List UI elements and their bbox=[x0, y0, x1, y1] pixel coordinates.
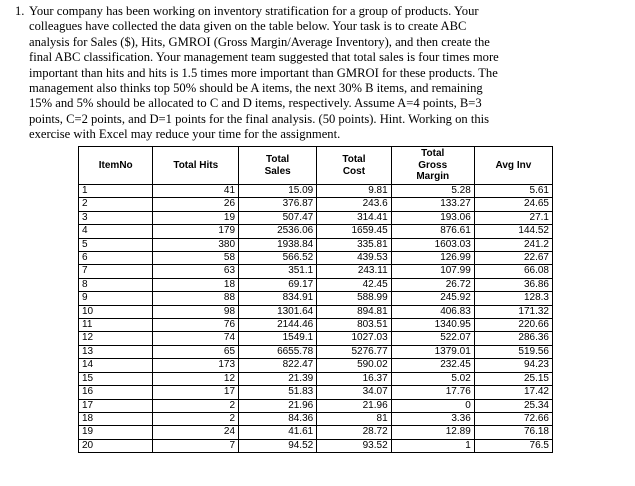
total-hits-cell: 41 bbox=[153, 185, 239, 198]
total-sales-cell: 69.17 bbox=[239, 278, 317, 291]
item-no-cell: 14 bbox=[79, 359, 153, 372]
avg-inv-cell: 76.5 bbox=[474, 439, 552, 452]
avg-inv-cell: 5.61 bbox=[474, 185, 552, 198]
total-hits-cell: 24 bbox=[153, 426, 239, 439]
total-hits-cell: 19 bbox=[153, 211, 239, 224]
total-cost-cell: 1659.45 bbox=[317, 225, 391, 238]
header-text: Sales bbox=[264, 165, 291, 177]
table-row bbox=[79, 198, 553, 211]
header-total-gross-margin bbox=[391, 147, 474, 185]
table-row bbox=[79, 265, 553, 278]
total-cost-cell: 314.41 bbox=[317, 211, 391, 224]
total-hits-cell: 98 bbox=[153, 305, 239, 318]
total-gross-margin-cell: 5.02 bbox=[391, 372, 474, 385]
question-line: management also thinks top 50% should be A items, the next 30% B items, and remaining bbox=[29, 81, 483, 96]
total-cost-cell: 894.81 bbox=[317, 305, 391, 318]
total-hits-cell: 58 bbox=[153, 252, 239, 265]
total-gross-margin-cell: 1 bbox=[391, 439, 474, 452]
total-hits-cell: 74 bbox=[153, 332, 239, 345]
avg-inv-cell: 27.1 bbox=[474, 211, 552, 224]
table-row bbox=[79, 399, 553, 412]
header-total-cost bbox=[317, 147, 391, 185]
total-gross-margin-cell: 0 bbox=[391, 399, 474, 412]
total-hits-cell: 26 bbox=[153, 198, 239, 211]
question-line: colleagues have collected the data given on the table below. Your task is to create ABC bbox=[29, 19, 467, 34]
table-row bbox=[79, 292, 553, 305]
total-hits-cell: 63 bbox=[153, 265, 239, 278]
item-no-cell: 17 bbox=[79, 399, 153, 412]
table-row bbox=[79, 319, 553, 332]
header-text: Cost bbox=[342, 165, 366, 177]
total-hits-cell: 7 bbox=[153, 439, 239, 452]
question-text bbox=[15, 4, 599, 143]
total-gross-margin-cell: 876.61 bbox=[391, 225, 474, 238]
header-text: ItemNo bbox=[98, 159, 133, 171]
header-total-sales bbox=[239, 147, 317, 185]
total-gross-margin-cell: 232.45 bbox=[391, 359, 474, 372]
avg-inv-cell: 25.15 bbox=[474, 372, 552, 385]
total-hits-cell: 2 bbox=[153, 412, 239, 425]
table-row bbox=[79, 238, 553, 251]
total-gross-margin-cell: 12.89 bbox=[391, 426, 474, 439]
total-cost-cell: 21.96 bbox=[317, 399, 391, 412]
total-cost-cell: 439.53 bbox=[317, 252, 391, 265]
table-row bbox=[79, 345, 553, 358]
header-row bbox=[79, 147, 553, 185]
table-row bbox=[79, 211, 553, 224]
table-row bbox=[79, 225, 553, 238]
total-sales-cell: 41.61 bbox=[239, 426, 317, 439]
total-cost-cell: 803.51 bbox=[317, 319, 391, 332]
avg-inv-cell: 144.52 bbox=[474, 225, 552, 238]
total-cost-cell: 588.99 bbox=[317, 292, 391, 305]
item-no-cell: 3 bbox=[79, 211, 153, 224]
total-sales-cell: 822.47 bbox=[239, 359, 317, 372]
header-total-hits bbox=[153, 147, 239, 185]
total-gross-margin-cell: 1379.01 bbox=[391, 345, 474, 358]
total-hits-cell: 76 bbox=[153, 319, 239, 332]
item-no-cell: 11 bbox=[79, 319, 153, 332]
avg-inv-cell: 519.56 bbox=[474, 345, 552, 358]
total-gross-margin-cell: 107.99 bbox=[391, 265, 474, 278]
avg-inv-cell: 72.66 bbox=[474, 412, 552, 425]
question-line: exercise with Excel may reduce your time for the assignment. bbox=[29, 127, 341, 142]
total-cost-cell: 9.81 bbox=[317, 185, 391, 198]
total-sales-cell: 566.52 bbox=[239, 252, 317, 265]
table-row bbox=[79, 412, 553, 425]
total-gross-margin-cell: 3.36 bbox=[391, 412, 474, 425]
item-no-cell: 9 bbox=[79, 292, 153, 305]
total-hits-cell: 17 bbox=[153, 386, 239, 399]
total-cost-cell: 243.11 bbox=[317, 265, 391, 278]
avg-inv-cell: 220.66 bbox=[474, 319, 552, 332]
question-number: 1. bbox=[15, 4, 25, 18]
item-no-cell: 1 bbox=[79, 185, 153, 198]
total-hits-cell: 18 bbox=[153, 278, 239, 291]
header-avg-inv bbox=[474, 147, 552, 185]
item-no-cell: 10 bbox=[79, 305, 153, 318]
avg-inv-cell: 286.36 bbox=[474, 332, 552, 345]
total-hits-cell: 65 bbox=[153, 345, 239, 358]
question-line: 15% and 5% should be allocated to C and D items, respectively. Assume A=4 points, B=3 bbox=[29, 96, 482, 111]
table-body bbox=[79, 185, 553, 453]
total-gross-margin-cell: 26.72 bbox=[391, 278, 474, 291]
avg-inv-cell: 17.42 bbox=[474, 386, 552, 399]
header-text: Avg Inv bbox=[495, 159, 532, 171]
total-cost-cell: 93.52 bbox=[317, 439, 391, 452]
header-text: Gross bbox=[418, 159, 448, 171]
item-no-cell: 13 bbox=[79, 345, 153, 358]
total-hits-cell: 173 bbox=[153, 359, 239, 372]
total-cost-cell: 42.45 bbox=[317, 278, 391, 291]
total-sales-cell: 2144.46 bbox=[239, 319, 317, 332]
item-no-cell: 18 bbox=[79, 412, 153, 425]
total-cost-cell: 34.07 bbox=[317, 386, 391, 399]
avg-inv-cell: 66.08 bbox=[474, 265, 552, 278]
total-gross-margin-cell: 1340.95 bbox=[391, 319, 474, 332]
total-hits-cell: 380 bbox=[153, 238, 239, 251]
item-no-cell: 19 bbox=[79, 426, 153, 439]
avg-inv-cell: 94.23 bbox=[474, 359, 552, 372]
item-no-cell: 4 bbox=[79, 225, 153, 238]
item-no-cell: 5 bbox=[79, 238, 153, 251]
total-gross-margin-cell: 193.06 bbox=[391, 211, 474, 224]
question-line: points, C=2 points, and D=1 points for the final analysis. (50 points). Hint. Working on this bbox=[29, 111, 490, 126]
total-hits-cell: 179 bbox=[153, 225, 239, 238]
total-sales-cell: 376.87 bbox=[239, 198, 317, 211]
header-text: Total bbox=[421, 148, 445, 160]
table-row bbox=[79, 332, 553, 345]
table-row bbox=[79, 426, 553, 439]
total-gross-margin-cell: 17.76 bbox=[391, 386, 474, 399]
avg-inv-cell: 24.65 bbox=[474, 198, 552, 211]
question-line: analysis for Sales ($), Hits, GMROI (Gross Margin/Average Inventory), and then create the bbox=[29, 34, 490, 49]
total-sales-cell: 1301.64 bbox=[239, 305, 317, 318]
item-no-cell: 12 bbox=[79, 332, 153, 345]
total-sales-cell: 84.36 bbox=[239, 412, 317, 425]
total-sales-cell: 351.1 bbox=[239, 265, 317, 278]
total-sales-cell: 2536.06 bbox=[239, 225, 317, 238]
avg-inv-cell: 76.18 bbox=[474, 426, 552, 439]
item-no-cell: 6 bbox=[79, 252, 153, 265]
total-cost-cell: 243.6 bbox=[317, 198, 391, 211]
total-sales-cell: 21.39 bbox=[239, 372, 317, 385]
item-no-cell: 20 bbox=[79, 439, 153, 452]
table-row bbox=[79, 372, 553, 385]
total-gross-margin-cell: 1603.03 bbox=[391, 238, 474, 251]
table-row bbox=[79, 185, 553, 198]
item-no-cell: 2 bbox=[79, 198, 153, 211]
item-no-cell: 15 bbox=[79, 372, 153, 385]
table-row bbox=[79, 252, 553, 265]
table-row bbox=[79, 305, 553, 318]
total-gross-margin-cell: 245.92 bbox=[391, 292, 474, 305]
item-no-cell: 16 bbox=[79, 386, 153, 399]
total-hits-cell: 2 bbox=[153, 399, 239, 412]
total-gross-margin-cell: 5.28 bbox=[391, 185, 474, 198]
header-text: Total bbox=[342, 154, 366, 165]
question-line: important than hits and hits is 1.5 times more important than GMROI for these products. The bbox=[29, 65, 498, 80]
total-sales-cell: 21.96 bbox=[239, 399, 317, 412]
header-text: Margin bbox=[416, 171, 450, 183]
total-cost-cell: 1027.03 bbox=[317, 332, 391, 345]
table-row bbox=[79, 278, 553, 291]
avg-inv-cell: 128.3 bbox=[474, 292, 552, 305]
table-header bbox=[79, 147, 553, 185]
total-gross-margin-cell: 126.99 bbox=[391, 252, 474, 265]
total-sales-cell: 1549.1 bbox=[239, 332, 317, 345]
total-cost-cell: 28.72 bbox=[317, 426, 391, 439]
inventory-data-table bbox=[78, 146, 553, 453]
header-text: Total bbox=[266, 154, 290, 165]
avg-inv-cell: 25.34 bbox=[474, 399, 552, 412]
total-sales-cell: 15.09 bbox=[239, 185, 317, 198]
header-item-no bbox=[79, 147, 153, 185]
total-sales-cell: 51.83 bbox=[239, 386, 317, 399]
total-sales-cell: 6655.78 bbox=[239, 345, 317, 358]
question-line: final ABC classification. Your management team suggested that total sales is four times more bbox=[29, 50, 499, 65]
item-no-cell: 7 bbox=[79, 265, 153, 278]
table-row bbox=[79, 439, 553, 452]
avg-inv-cell: 171.32 bbox=[474, 305, 552, 318]
avg-inv-cell: 241.2 bbox=[474, 238, 552, 251]
total-sales-cell: 94.52 bbox=[239, 439, 317, 452]
header-text: Total Hits bbox=[173, 159, 219, 171]
total-gross-margin-cell: 522.07 bbox=[391, 332, 474, 345]
avg-inv-cell: 22.67 bbox=[474, 252, 552, 265]
question-paragraph bbox=[29, 4, 599, 143]
total-sales-cell: 507.47 bbox=[239, 211, 317, 224]
total-cost-cell: 5276.77 bbox=[317, 345, 391, 358]
total-cost-cell: 16.37 bbox=[317, 372, 391, 385]
table-row bbox=[79, 359, 553, 372]
item-no-cell: 8 bbox=[79, 278, 153, 291]
avg-inv-cell: 36.86 bbox=[474, 278, 552, 291]
table-row bbox=[79, 386, 553, 399]
total-hits-cell: 12 bbox=[153, 372, 239, 385]
total-cost-cell: 335.81 bbox=[317, 238, 391, 251]
total-gross-margin-cell: 406.83 bbox=[391, 305, 474, 318]
question-line: Your company has been working on inventory stratification for a group of products. Your bbox=[29, 4, 479, 18]
total-hits-cell: 88 bbox=[153, 292, 239, 305]
total-cost-cell: 81 bbox=[317, 412, 391, 425]
total-sales-cell: 834.91 bbox=[239, 292, 317, 305]
total-sales-cell: 1938.84 bbox=[239, 238, 317, 251]
total-gross-margin-cell: 133.27 bbox=[391, 198, 474, 211]
total-cost-cell: 590.02 bbox=[317, 359, 391, 372]
